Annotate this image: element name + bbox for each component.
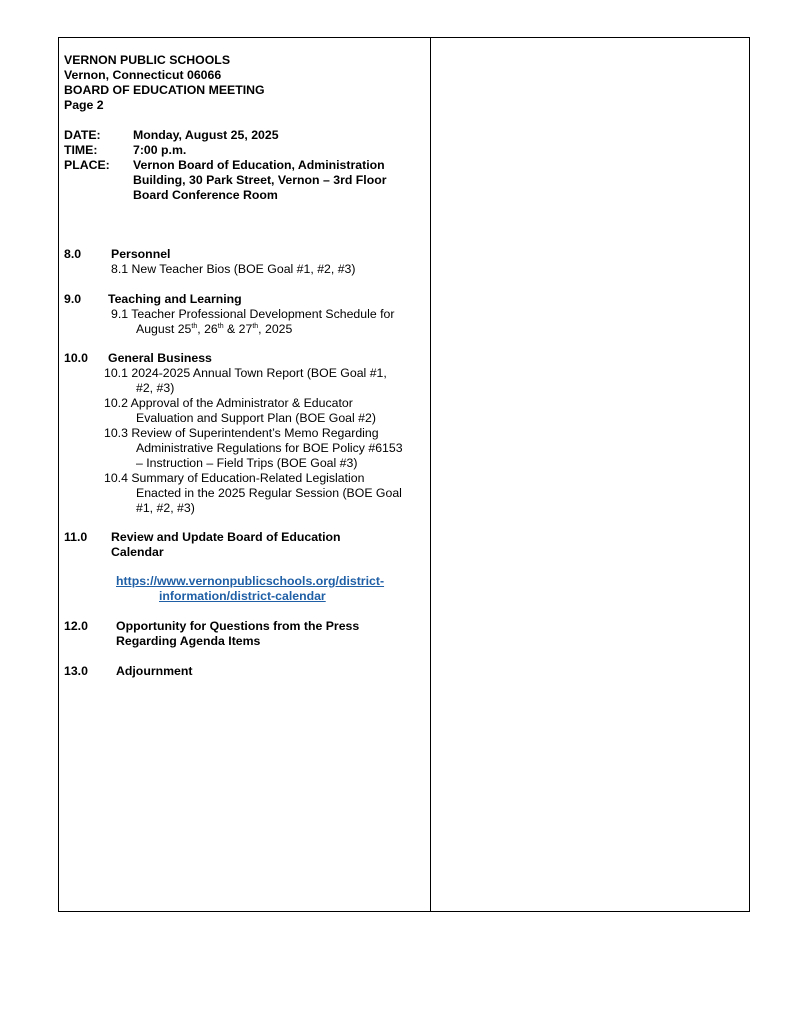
item-10-2-line-2: Evaluation and Support Plan (BOE Goal #2) (136, 411, 376, 425)
section-13-number: 13.0 (64, 664, 88, 678)
date-value: Monday, August 25, 2025 (133, 128, 279, 142)
item-10-4-line-1: 10.4 Summary of Education-Related Legislation (104, 471, 365, 485)
calendar-link-line-2[interactable] (159, 589, 326, 604)
item-10-1-line-2: #2, #3) (136, 381, 175, 395)
place-line-3: Board Conference Room (133, 188, 278, 202)
calendar-link-continued[interactable]: information/district-calendar (159, 589, 326, 603)
section-10-number: 10.0 (64, 351, 88, 365)
item-10-3-line-3: – Instruction – Field Trips (BOE Goal #3) (136, 456, 358, 470)
section-11-number: 11.0 (64, 530, 88, 544)
section-8-number: 8.0 (64, 247, 82, 261)
time-label: TIME: (64, 143, 98, 157)
calendar-link[interactable]: https://www.vernonpublicschools.org/district- (116, 574, 385, 588)
item-10-3-line-1: 10.3 Review of Superintendent’s Memo Regarding (104, 426, 379, 440)
district-location: Vernon, Connecticut 06066 (64, 68, 222, 82)
section-12-title-line-1: Opportunity for Questions from the Press (116, 619, 360, 633)
calendar-link-line-1[interactable] (116, 574, 384, 589)
place-label: PLACE: (64, 158, 110, 172)
item-8-1: 8.1 New Teacher Bios (BOE Goal #1, #2, #3) (111, 262, 356, 276)
column-divider (430, 37, 431, 912)
place-line-1: Vernon Board of Education, Administration (133, 158, 385, 172)
section-12-title-line-2: Regarding Agenda Items (116, 634, 261, 648)
meeting-title: BOARD OF EDUCATION MEETING (64, 83, 265, 97)
item-9-1-line-1: 9.1 Teacher Professional Development Schedule for (111, 307, 395, 321)
section-8-title: Personnel (111, 247, 171, 261)
item-10-4-line-3: #1, #2, #3) (136, 501, 195, 515)
time-value: 7:00 p.m. (133, 143, 187, 157)
section-9-number: 9.0 (64, 292, 82, 306)
district-name: VERNON PUBLIC SCHOOLS (64, 53, 231, 67)
item-9-1-line-2: August 25th, 26th & 27th, 2025 (136, 322, 293, 336)
item-10-1-line-1: 10.1 2024-2025 Annual Town Report (BOE Goal #1, (104, 366, 387, 380)
place-line-2: Building, 30 Park Street, Vernon – 3rd Floor (133, 173, 387, 187)
item-10-2-line-1: 10.2 Approval of the Administrator & Educator (104, 396, 353, 410)
section-11-title-line-2: Calendar (111, 545, 164, 559)
item-10-3-line-2: Administrative Regulations for BOE Policy #6153 (136, 441, 403, 455)
page-number: Page 2 (64, 98, 104, 112)
section-9-title: Teaching and Learning (108, 292, 242, 306)
section-11-title-line-1: Review and Update Board of Education (111, 530, 341, 544)
section-13-title: Adjournment (116, 664, 193, 678)
section-12-number: 12.0 (64, 619, 88, 633)
section-10-title: General Business (108, 351, 212, 365)
date-label: DATE: (64, 128, 101, 142)
item-10-4-line-2: Enacted in the 2025 Regular Session (BOE Goal (136, 486, 402, 500)
